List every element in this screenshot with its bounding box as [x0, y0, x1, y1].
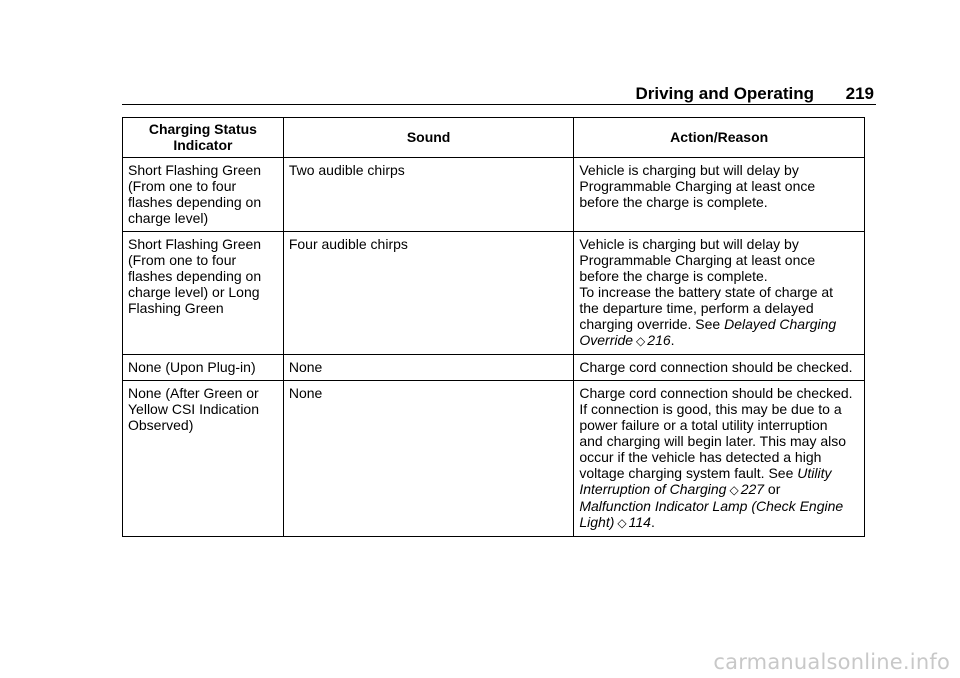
indicator-cell: Short Flashing Green (From one to four flashes depending on charge level) or Long Flashing Green — [123, 232, 284, 355]
sound-cell: None — [283, 381, 574, 537]
page-reference-number[interactable]: 216 — [647, 332, 671, 348]
page-number: 219 — [845, 84, 874, 103]
section-title: Driving and Operating — [635, 84, 814, 103]
action-cell: Charge cord connection should be checked. If connection is good, this may be due to a power failure or a total utility interruption and charging will begin later. This may also occur if the vehicle has detected a high voltage charging system fault. See Utility Interruption of Charging ◇ 227 or Malfunction Indicator Lamp (Check Engine Light) ◇ 114. — [574, 381, 865, 537]
cross-reference-link[interactable]: Utility — [797, 465, 832, 481]
column-header-action: Action/Reason — [574, 118, 865, 158]
indicator-cell: Short Flashing Green (From one to four flashes depending on charge level) — [123, 158, 284, 232]
column-header-sound: Sound — [283, 118, 574, 158]
table-row — [123, 355, 865, 381]
sound-cell: Two audible chirps — [283, 158, 574, 232]
action-cell: Vehicle is charging but will delay by Programmable Charging at least once before the charge is complete. — [574, 158, 865, 232]
page-reference-icon: ◇ — [617, 516, 627, 530]
action-cell: Charge cord connection should be checked. — [574, 355, 865, 381]
indicator-cell: None (After Green or Yellow CSI Indication Observed) — [123, 381, 284, 537]
table-row — [123, 381, 865, 537]
cross-reference-link[interactable]: Delayed Charging — [724, 316, 837, 332]
page-reference-number[interactable]: 227 — [740, 481, 765, 497]
sound-cell: None — [283, 355, 574, 381]
indicator-cell: None (Upon Plug-in) — [123, 355, 284, 381]
action-cell: Vehicle is charging but will delay by Programmable Charging at least once before the charge is complete. To increase the battery state of charge at the departure time, perform a delayed charging override. See Delayed Charging Override ◇ 216. — [574, 232, 865, 355]
cross-reference-link[interactable]: Interruption of Charging — [579, 481, 727, 497]
column-header-indicator: Charging Status Indicator — [123, 118, 284, 158]
page-reference-icon: ◇ — [636, 334, 646, 348]
table-row — [123, 232, 865, 355]
cross-reference-link[interactable]: Malfunction Indicator Lamp (Check Engine — [579, 498, 844, 514]
sound-cell: Four audible chirps — [283, 232, 574, 355]
table-row — [123, 158, 865, 232]
page-reference-icon: ◇ — [729, 483, 739, 497]
cross-reference-link[interactable]: Override — [579, 332, 634, 348]
page-reference-number[interactable]: 114 — [628, 514, 651, 530]
charging-status-table — [122, 117, 865, 537]
cross-reference-link[interactable]: Light) — [579, 514, 615, 530]
table-header-row — [123, 118, 865, 158]
page-header — [122, 84, 876, 105]
watermark: carmanualsonline.info — [713, 650, 950, 674]
